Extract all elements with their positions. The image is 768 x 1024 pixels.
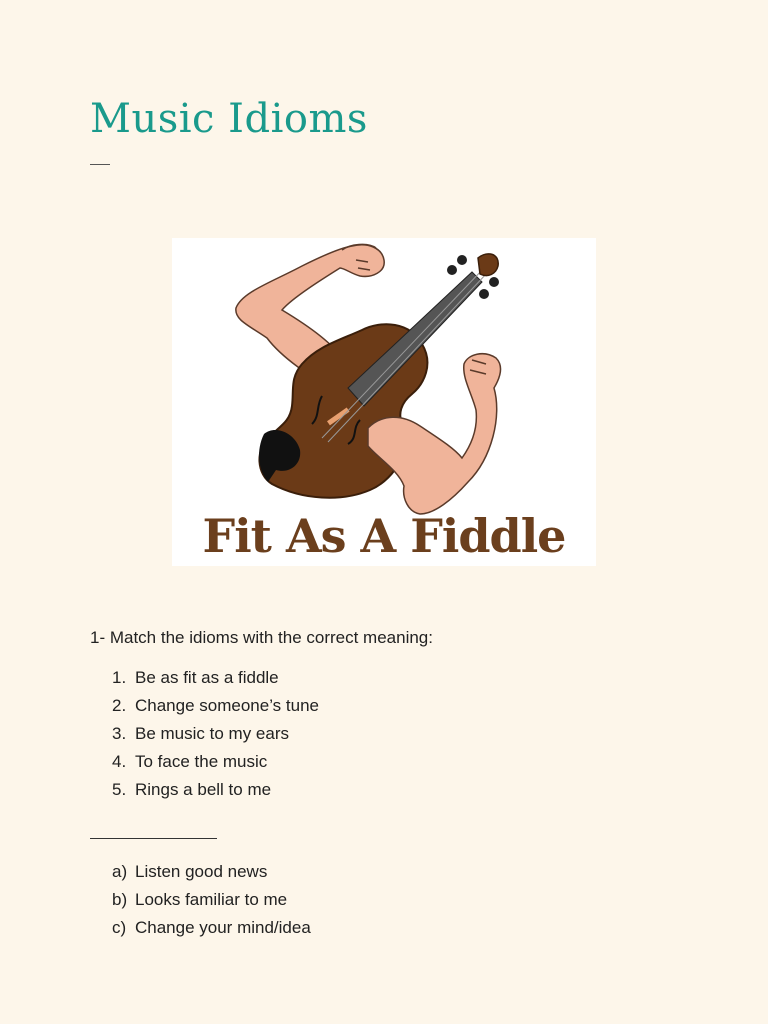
idioms-list [112,668,319,808]
list-item: 2. Change someone’s tune [112,696,319,715]
list-item: b) Looks familiar to me [112,890,288,909]
image-caption: Fit As A Fiddle [202,509,566,563]
meanings-list [112,862,311,946]
page-title: Music Idioms [90,96,368,142]
fit-as-a-fiddle-illustration [172,238,596,566]
title-underline [90,164,110,165]
list-item: 1. Be as fit as a fiddle [112,668,279,687]
separator-line [90,838,217,839]
list-item: a) Listen good news [112,862,268,881]
list-item: 4. To face the music [112,752,268,771]
list-item: 3. Be music to my ears [112,724,289,743]
exercise-question: 1- Match the idioms with the correct meaning: [90,628,433,647]
list-item: 5. Rings a bell to me [112,780,272,799]
list-item: c) Change your mind/idea [112,918,311,937]
